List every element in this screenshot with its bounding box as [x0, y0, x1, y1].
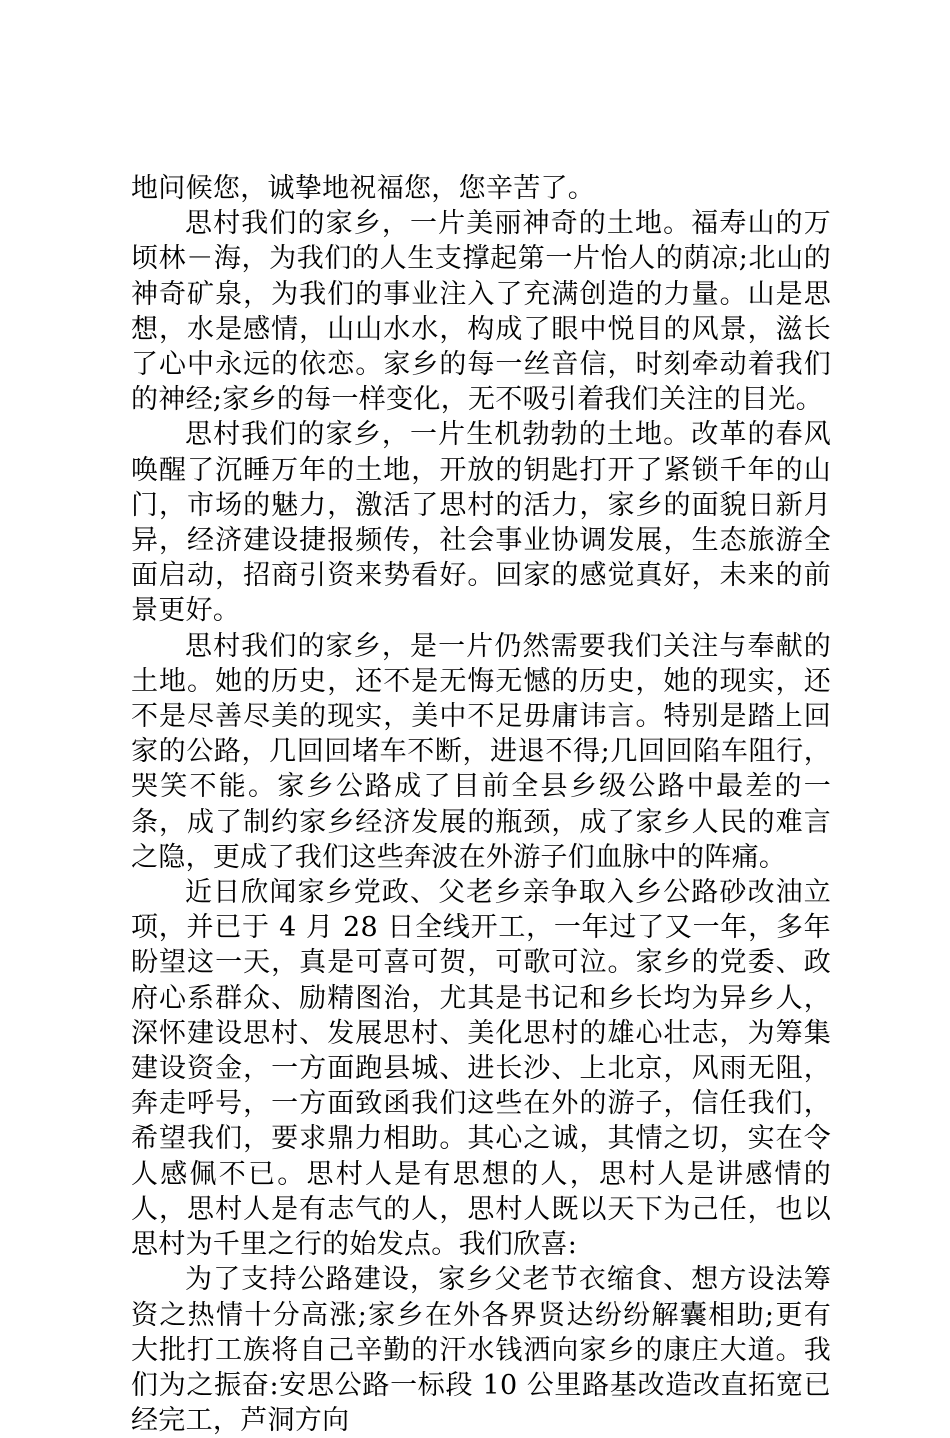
paragraph-greeting: 地问候您，诚挚地祝福您，您辛苦了。	[131, 173, 596, 204]
paragraph-support: 为了支持公路建设，家乡父老节衣缩食、想方设法筹资之热情十分高涨;家乡在外各界贤达纷纷解囊相助;更有大批打工族将自己辛勤的汗水钱洒向家乡的康庄大道。我们为之振奋:安思公路一标段 10 公里路基改造改直拓宽已经完工，芦洞方向	[131, 1264, 831, 1437]
document-body	[131, 171, 831, 1438]
paragraph-road-project: 近日欣闻家乡党政、父老乡亲争取入乡公路砂改油立项，并已于 4 月 28 日全线开工，一年过了又一年，多年盼望这一天，真是可喜可贺，可歌可泣。家乡的党委、政府心系群众、励精图治，尤其是书记和乡长均为异乡人，深怀建设思村、发展思村、美化思村的雄心壮志，为筹集建设资金，一方面跑县城、进长沙、上北京，风雨无阻，奔走呼号，一方面致函我们这些在外的游子，信任我们，希望我们，要求鼎力相助。其心之诚，其情之切，实在令人感佩不已。思村人是有思想的人，思村人是讲感情的人，思村人是有志气的人，思村人既以天下为己任，也以思村为千里之行的始发点。我们欣喜:	[131, 877, 831, 1261]
paragraph-beautiful-land: 思村我们的家乡，一片美丽神奇的土地。福寿山的万顷林－海，为我们的人生支撑起第一片怡人的荫凉;北山的神奇矿泉，为我们的事业注入了充满创造的力量。山是思想，水是感情，山山水水，构成了眼中悦目的风景，滋长了心中永远的依恋。家乡的每一丝音信，时刻牵动着我们的神经;家乡的每一样变化，无不吸引着我们关注的目光。	[131, 208, 831, 416]
paragraph-vibrant-land: 思村我们的家乡，一片生机勃勃的土地。改革的春风唤醒了沉睡万年的土地，开放的钥匙打开了紧锁千年的山门，市场的魅力，激活了思村的活力，家乡的面貌日新月异，经济建设捷报频传，社会事业协调发展，生态旅游全面启动，招商引资来势看好。回家的感觉真好，未来的前景更好。	[131, 419, 831, 627]
paragraph-needs-attention: 思村我们的家乡，是一片仍然需要我们关注与奉献的土地。她的历史，还不是无悔无憾的历史，她的现实，还不是尽善尽美的现实，美中不足毋庸讳言。特别是踏上回家的公路，几回回堵车不断，进退不得;几回回陷车阻行，哭笑不能。家乡公路成了目前全县乡级公路中最差的一条，成了制约家乡经济发展的瓶颈，成了家乡人民的难言之隐，更成了我们这些奔波在外游子们血脉中的阵痛。	[131, 630, 831, 873]
